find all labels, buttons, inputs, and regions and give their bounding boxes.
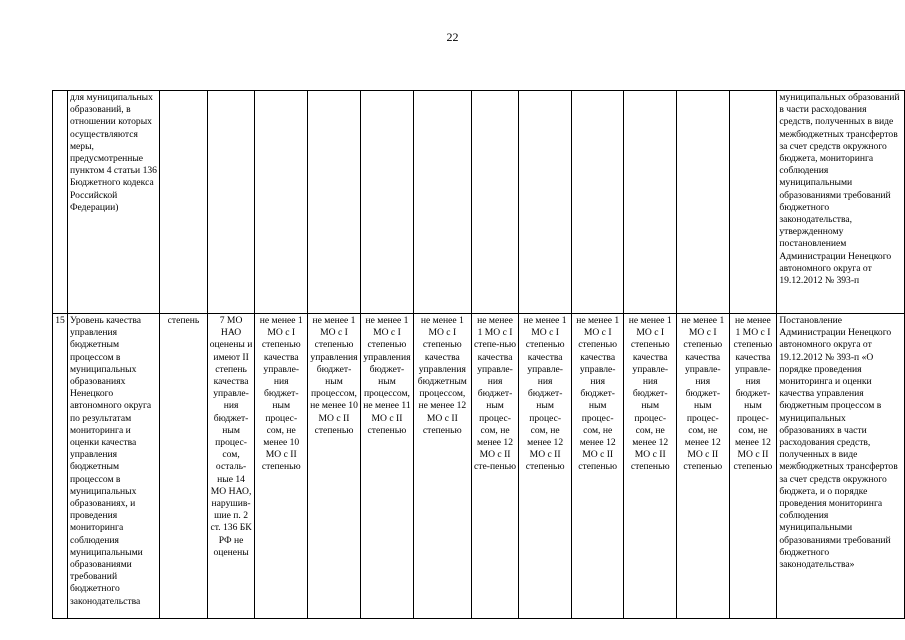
source-cell: Постановление Администрации Ненецкого автономного округа от 19.12.2012 № 393-п «О порядке проведения мониторинга и оценки качества управления бюджетным процессом в муниципальных образованиях в части расходования средств, полученных в виде межбюджетных трансфертов за счет средств окружного бюджета, и о порядке проведения мониторинга соблюдения муниципальными образованиями требований бюджетного законодательства» <box>777 314 905 619</box>
page-number: 22 <box>446 30 459 44</box>
base-value-cell <box>207 91 255 314</box>
year-value-cell <box>677 91 730 314</box>
year-value-cell: не менее 1 МО с I степенью качества управле-ния бюджет-ным процес-сом, не менее 12 МО с II степенью <box>571 314 624 619</box>
year-value-cell <box>471 91 519 314</box>
indicator-cell: для муниципальных образований, в отношении которых осуществляются меры, предусмотренные пунктом 4 статьи 136 Бюджетного кодекса Российской Федерации) <box>67 91 159 314</box>
year-value-cell: не менее 1 МО с I степе-нью качества управле-ния бюджет-ным процес-сом, не менее 12 МО с II сте-пенью <box>471 314 519 619</box>
year-value-cell: не менее 1 МО с I степенью качества управле-ния бюджет-ным процес-сом, не менее 12 МО с II степенью <box>729 314 777 619</box>
year-value-cell: не менее 1 МО с I степенью качества управле-ния бюджет-ным процес-сом, не менее 10 МО с II степенью <box>255 314 308 619</box>
year-value-cell <box>624 91 677 314</box>
year-value-cell: не менее 1 МО с I степенью качества управле-ния бюджет-ным процес-сом, не менее 12 МО с II степенью <box>677 314 730 619</box>
source-cell: муниципальных образований в части расходования средств, полученных в виде межбюджетных трансфертов за счет средств окружного бюджета, мониторинга соблюдения муниципальными образованиями требований бюджетного законодательства, утвержденному постановлением Администрации Ненецкого автономного округа от 19.12.2012 № 393-п <box>777 91 905 314</box>
year-value-cell <box>519 91 572 314</box>
base-value-cell: 7 МО НАО оценены и имеют II степень качества управле-ния бюджет-ным процес-сом, осталь-ные 14 МО НАО, нарушив-шие п. 2 ст. 136 БК РФ не оценены <box>207 314 255 619</box>
year-value-cell: не менее 1 МО с I степенью качества управле-ния бюджет-ным процес-сом, не менее 12 МО с II степенью <box>519 314 572 619</box>
year-value-cell <box>255 91 308 314</box>
year-value-cell: не менее 1 МО с I степенью управления бюджет-ным процессом, не менее 10 МО с II степенью <box>308 314 361 619</box>
table-row <box>53 91 905 314</box>
indicator-cell: Уровень качества управления бюджетным процессом в муниципальных образованиях Ненецкого автономного округа по результатам мониторинга и оценки качества управления бюджетным процессом в муниципальных образованиях, и проведения мониторинга соблюдения муниципальными образованиями требований бюджетного законодательства <box>67 314 159 619</box>
unit-cell <box>160 91 207 314</box>
row-number: 15 <box>53 314 68 619</box>
year-value-cell <box>729 91 777 314</box>
year-value-cell <box>360 91 413 314</box>
table-row <box>53 314 905 619</box>
year-value-cell <box>413 91 471 314</box>
row-number <box>53 91 68 314</box>
year-value-cell: не менее 1 МО с I степенью управления бюджет-ным процессом, не менее 11 МО с II степенью <box>360 314 413 619</box>
unit-cell: степень <box>160 314 207 619</box>
indicators-table <box>52 90 905 619</box>
year-value-cell: не менее 1 МО с I степенью качества управле-ния бюджет-ным процес-сом, не менее 12 МО с II степенью <box>624 314 677 619</box>
year-value-cell: не менее 1 МО с I степенью качества управления бюджетным процессом, не менее 12 МО с II степенью <box>413 314 471 619</box>
year-value-cell <box>571 91 624 314</box>
year-value-cell <box>308 91 361 314</box>
